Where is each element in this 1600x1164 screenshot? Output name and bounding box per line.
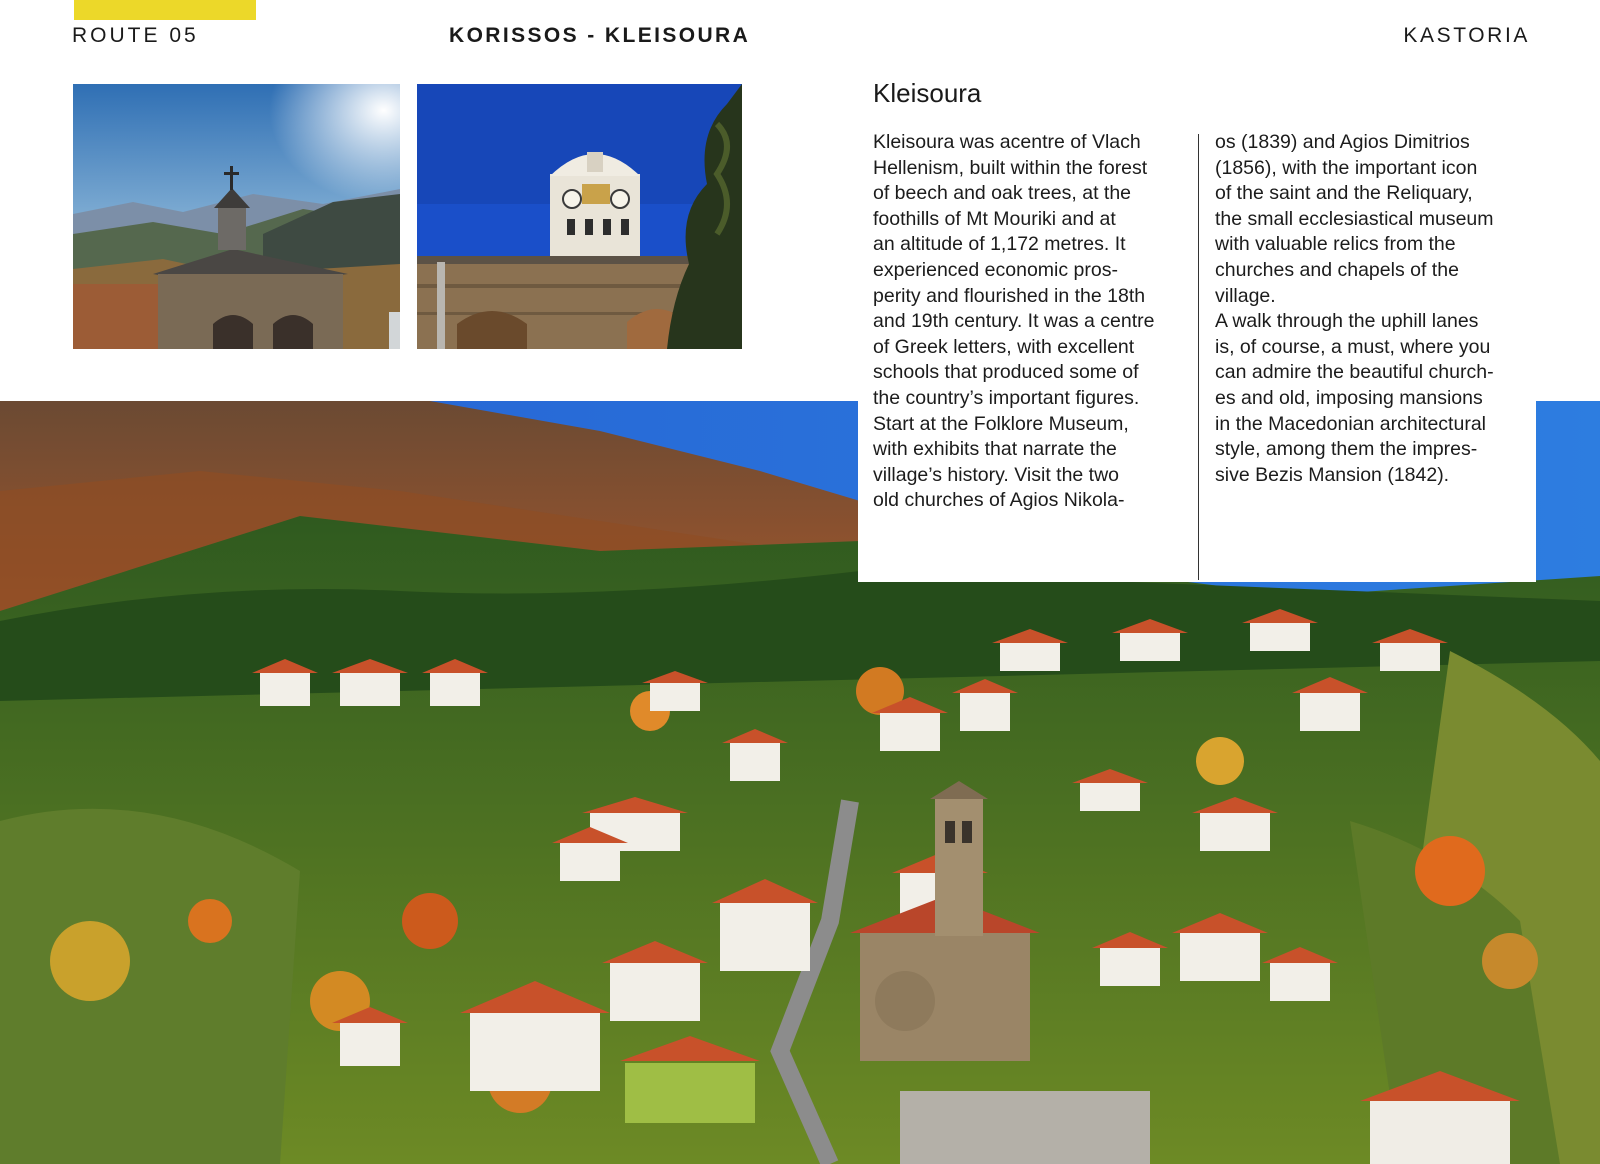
route-title: KORISSOS - KLEISOURA xyxy=(449,24,751,47)
article-column-left: Kleisoura was acentre of Vlach Hellenism, built within the forest of beech and oak trees, at the foothills of Mt Mouriki and at an altitude of 1,172 metres. It experienced economic pros- perity and flourished in the 18th and 19th century. It was a centre of Greek letters, with excellent schools that produced some of the country’s important figures. Start at the Folklore Museum, with exhibits that narrate the village’s history. Visit the two old churches of Agios Nikola- xyxy=(873,131,1155,512)
column-divider xyxy=(1198,134,1199,580)
church-dome-photo xyxy=(73,84,400,349)
article-panel xyxy=(858,64,1536,582)
article-heading: Kleisoura xyxy=(873,78,982,108)
accent-tab xyxy=(74,0,256,20)
route-label: ROUTE 05 xyxy=(72,24,199,47)
region-label: KASTORIA xyxy=(1403,24,1530,47)
clock-tower-photo xyxy=(417,84,742,349)
article-column-right: os (1839) and Agios Dimitrios (1856), with the important icon of the saint and the Reliquary, the small ecclesiastical museum with valuable relics from the churches and chapels of the village. A walk through the uphill lanes is, of course, a must, where you can admire the beautiful church- es and old, imposing mansions in the Macedonian architectural style, among them the impres- sive Bezis Mansion (1842). xyxy=(1215,131,1494,486)
